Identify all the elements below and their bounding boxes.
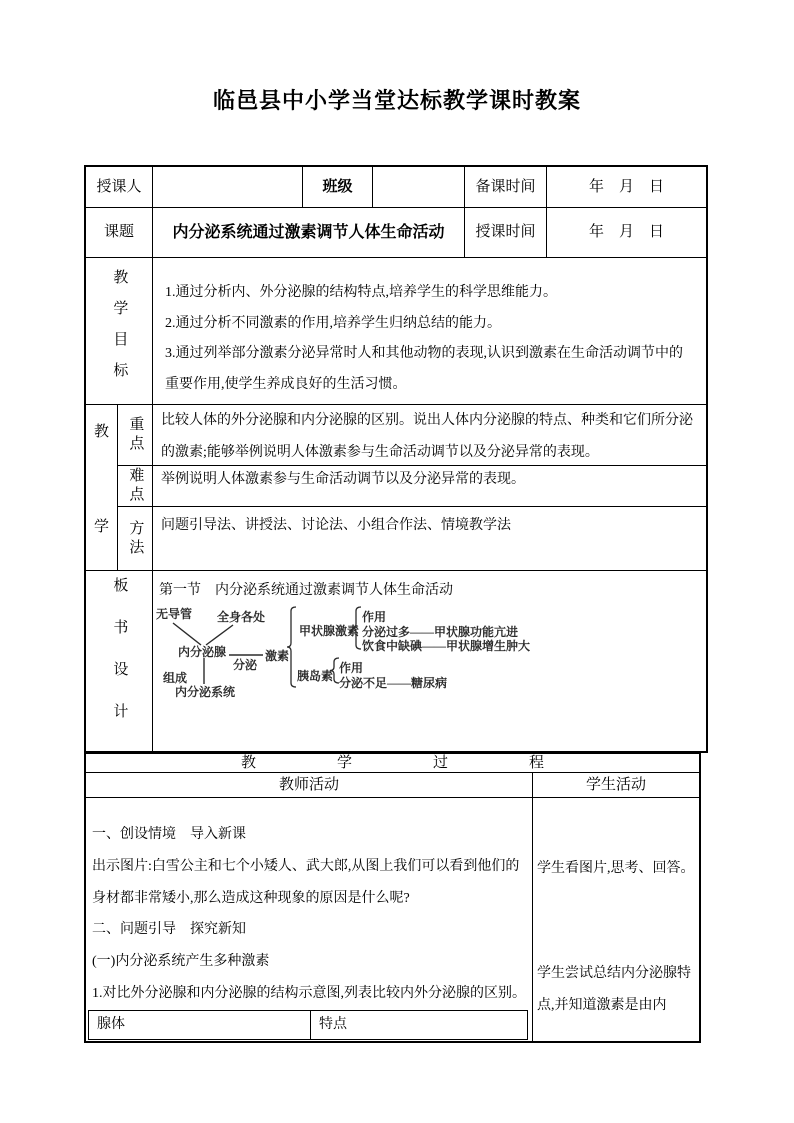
board-concept-diagram xyxy=(153,571,706,751)
feature-column-header: 特点 xyxy=(319,1017,347,1032)
gland-comparison-table xyxy=(88,1010,528,1040)
objective-item: 3.通过列举部分激素分泌异常时人和其他动物的表现,认识到激素在生命活动调节中的重要作用,使学生养成良好的生活习惯。 xyxy=(165,346,683,392)
gland-column-header: 腺体 xyxy=(89,1011,311,1039)
diagram-endocrine-gland: 内分泌腺 xyxy=(178,645,227,659)
lesson-info-table xyxy=(84,165,708,753)
student-activity-header: 学生活动 xyxy=(533,773,699,798)
lecturer-value-field xyxy=(153,167,303,208)
lecturer-label: 授课人 xyxy=(86,167,153,208)
diagram-secretes: 分泌 xyxy=(233,658,258,672)
class-label: 班级 xyxy=(303,167,373,208)
objectives-content xyxy=(153,258,706,405)
methods-content: 问题引导法、讲授法、讨论法、小组合作法、情境教学法 xyxy=(153,507,706,571)
diagram-no-duct: 无导管 xyxy=(156,607,193,621)
teaching-label xyxy=(86,405,118,571)
teacher-paragraph: (一)内分泌系统产生多种激素 xyxy=(92,954,270,970)
prep-time-label: 备课时间 xyxy=(465,167,547,208)
teach-date-field: 年 月 日 xyxy=(547,208,706,258)
teach-time-label: 授课时间 xyxy=(465,208,547,258)
diagram-thyroid-effect: 作用 xyxy=(362,610,387,624)
teacher-activity-content xyxy=(86,798,533,1041)
objectives-label-text: 教学目标 xyxy=(111,269,128,393)
topic-value: 内分泌系统通过激素调节人体生命活动 xyxy=(153,208,465,258)
diagram-hormone: 激素 xyxy=(265,649,290,663)
teacher-paragraph: 二、问题引导 探究新知 xyxy=(92,922,246,938)
difficulty-label: 难点 xyxy=(118,466,153,507)
diagram-composition: 组成 xyxy=(163,671,188,685)
objective-item: 1.通过分析内、外分泌腺的结构特点,培养学生的科学思维能力。 xyxy=(165,285,557,300)
topic-label: 课题 xyxy=(86,208,153,258)
diagram-thyroid-iodine: 饮食中缺碘——甲状腺增生肿大 xyxy=(362,639,531,653)
page-title: 临邑县中小学当堂达标教学课时教案 xyxy=(212,88,581,113)
teacher-paragraph: 1.对比外分泌腺和内分泌腺的结构示意图,列表比较内外分泌腺的区别。 xyxy=(92,985,526,1001)
diagram-endocrine-system: 内分泌系统 xyxy=(175,685,236,699)
teaching-label-char-bottom: 学 xyxy=(93,518,109,535)
key-points-content: 比较人体的外分泌腺和内分泌腺的区别。说出人体内分泌腺的特点、种类和它们所分泌的激素;能够举例说明人体激素参与生命活动调节以及分泌异常的表现。 xyxy=(153,405,706,466)
class-value-field xyxy=(373,167,465,208)
teaching-process-table xyxy=(84,752,701,1043)
teacher-paragraph: 一、创设情境 导入新课 xyxy=(92,827,246,842)
objectives-label xyxy=(86,258,153,405)
objective-item: 2.通过分析不同激素的作用,培养学生归纳总结的能力。 xyxy=(165,315,501,331)
diagram-whole-body: 全身各处 xyxy=(217,610,266,624)
diagram-insulin: 胰岛素 xyxy=(297,669,334,683)
board-design-content xyxy=(153,571,706,751)
diagram-insulin-deficiency: 分泌不足——糖尿病 xyxy=(339,676,448,690)
prep-date-field: 年 月 日 xyxy=(547,167,706,208)
student-activity-content xyxy=(533,798,699,1041)
diagram-insulin-effect: 作用 xyxy=(339,661,364,675)
teaching-label-char-top: 教 xyxy=(93,424,109,440)
methods-label: 方法 xyxy=(118,507,153,571)
board-section-title: 第一节 内分泌系统通过激素调节人体生命活动 xyxy=(159,583,453,598)
student-paragraph: 学生尝试总结内分泌腺特点,并知道激素是由内 xyxy=(537,966,691,1013)
student-paragraph: 学生看图片,思考、回答。 xyxy=(537,861,695,876)
teacher-activity-header: 教师活动 xyxy=(86,773,533,798)
process-header: 教 学 过 程 xyxy=(86,754,699,773)
key-points-label: 重点 xyxy=(118,405,153,466)
board-design-label: 板书设计 xyxy=(86,571,153,751)
diagram-thyroid-excess: 分泌过多——甲状腺功能亢进 xyxy=(362,625,519,639)
difficulty-content: 举例说明人体激素参与生命活动调节以及分泌异常的表现。 xyxy=(153,466,706,507)
diagram-thyroid-hormone: 甲状腺激素 xyxy=(299,624,360,638)
teacher-paragraph: 出示图片:白雪公主和七个小矮人、武大郎,从图上我们可以看到他们的身材都非常矮小,那么造成这种现象的原因是什么呢? xyxy=(92,858,520,906)
